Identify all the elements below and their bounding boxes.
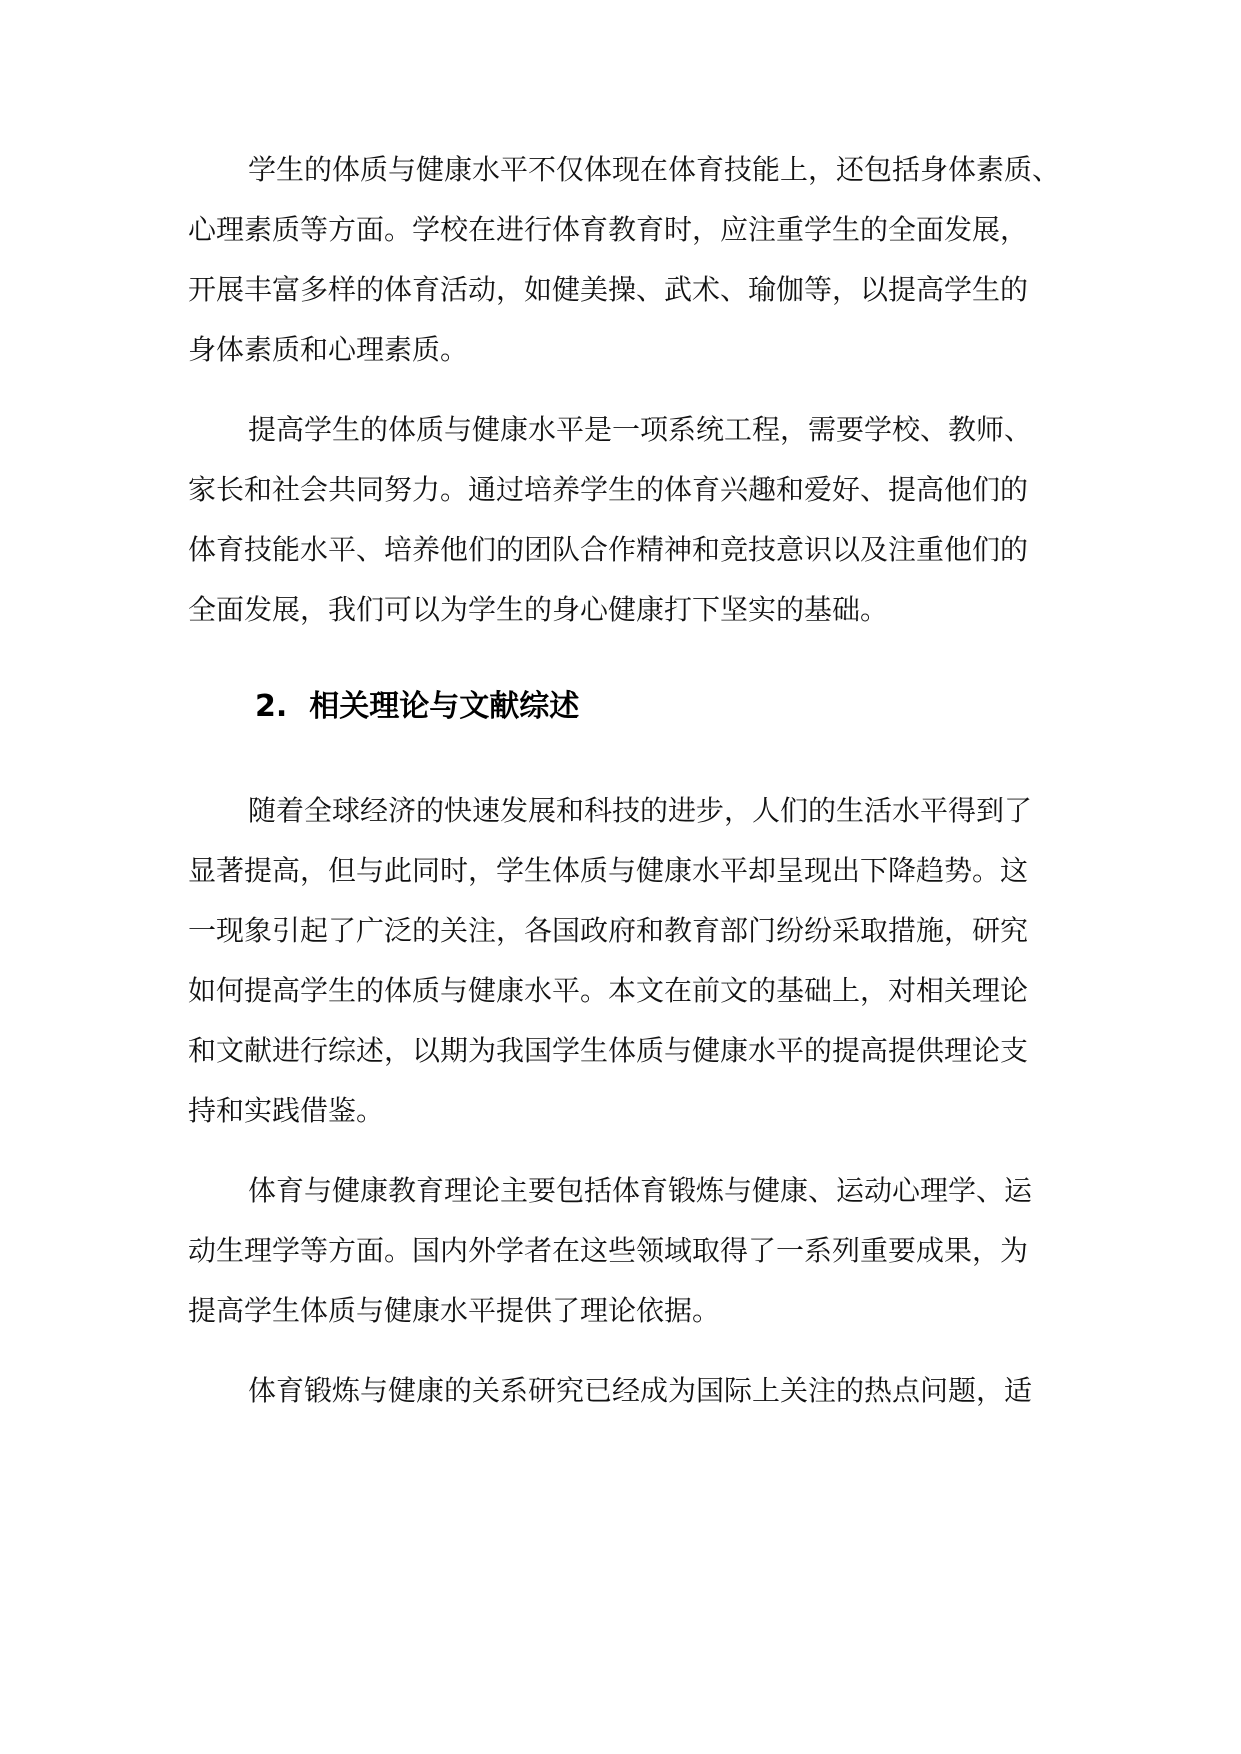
paragraph-1-line-4: 身体素质和心理素质。	[188, 333, 469, 366]
paragraph-2-line-2: 家长和社会共同努力。通过培养学生的体育兴趣和爱好、提高他们的	[188, 473, 1029, 506]
paragraph-3-line-5: 和文献进行综述，以期为我国学生体质与健康水平的提高提供理论支	[188, 1034, 1029, 1067]
paragraph-3-line-3: 一现象引起了广泛的关注，各国政府和教育部门纷纷采取措施，研究	[188, 914, 1029, 947]
paragraph-1-line-2: 心理素质等方面。学校在进行体育教育时，应注重学生的全面发展，	[188, 213, 1029, 246]
paragraph-2-line-1: 提高学生的体质与健康水平是一项系统工程，需要学校、教师、	[248, 413, 1033, 446]
paragraph-3-line-6: 持和实践借鉴。	[188, 1094, 385, 1127]
paragraph-5-line-1: 体育锻炼与健康的关系研究已经成为国际上关注的热点问题，适	[248, 1374, 1033, 1407]
section-number: 2.	[255, 689, 288, 724]
paragraph-4-line-1: 体育与健康教育理论主要包括体育锻炼与健康、运动心理学、运	[248, 1174, 1033, 1207]
paragraph-3-line-4: 如何提高学生的体质与健康水平。本文在前文的基础上，对相关理论	[188, 974, 1029, 1007]
section-heading	[255, 688, 579, 726]
paragraph-1-line-3: 开展丰富多样的体育活动，如健美操、武术、瑜伽等，以提高学生的	[188, 273, 1029, 306]
paragraph-4-line-2: 动生理学等方面。国内外学者在这些领域取得了一系列重要成果，为	[188, 1234, 1029, 1267]
section-title: 相关理论与文献综述	[309, 689, 580, 724]
paragraph-2-line-3: 体育技能水平、培养他们的团队合作精神和竞技意识以及注重他们的	[188, 533, 1029, 566]
paragraph-3-line-1: 随着全球经济的快速发展和科技的进步，人们的生活水平得到了	[248, 794, 1033, 827]
paragraph-1-line-1: 学生的体质与健康水平不仅体现在体育技能上，还包括身体素质、	[248, 153, 1061, 186]
paragraph-4-line-3: 提高学生体质与健康水平提供了理论依据。	[188, 1294, 721, 1327]
paragraph-3-line-2: 显著提高，但与此同时，学生体质与健康水平却呈现出下降趋势。这	[188, 854, 1029, 887]
paragraph-2-line-4: 全面发展，我们可以为学生的身心健康打下坚实的基础。	[188, 593, 889, 626]
